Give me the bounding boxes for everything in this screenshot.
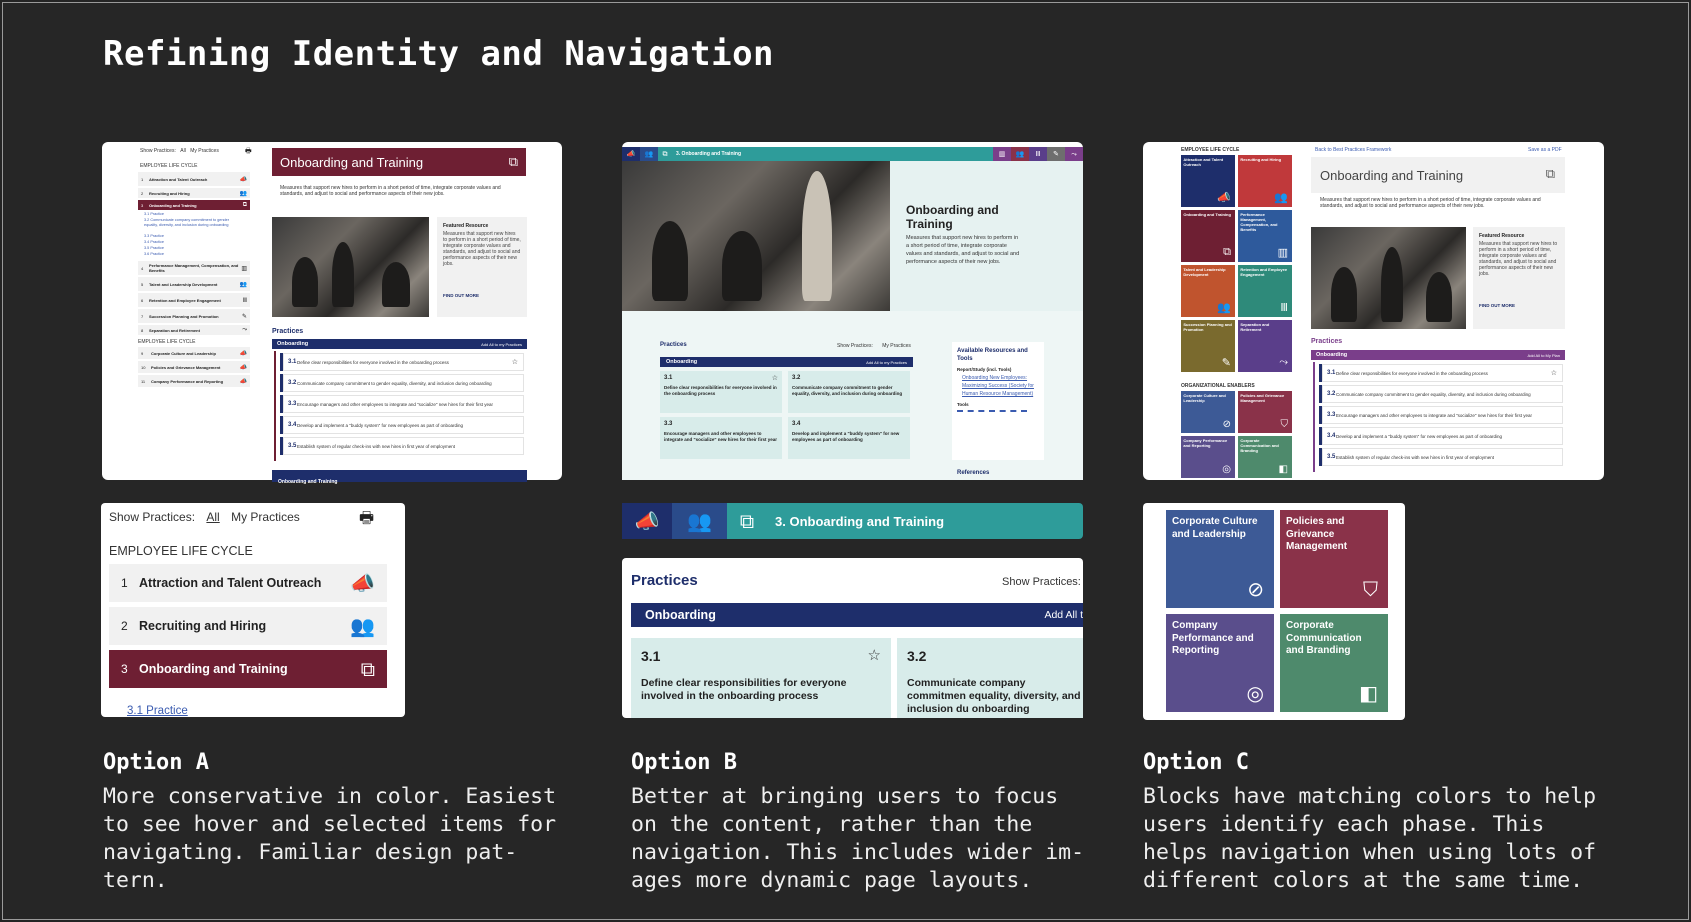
my-practices-link[interactable]: My Practices (190, 148, 219, 154)
hero-text: Measures that support new hires to perform in a short period of time, integrate corporate values and standards, and adjust to social and performance aspects of their new jobs. (906, 235, 1020, 265)
phase-tile-grid (1181, 155, 1294, 377)
megaphone-icon: 📣 (239, 363, 247, 371)
sidebar-item-number: 11 (141, 378, 146, 384)
star-icon[interactable]: ☆ (511, 358, 518, 366)
practice-row[interactable] (280, 353, 524, 371)
my-practices-link[interactable]: My Practices (882, 343, 911, 349)
phase-tile-icon: ◧ (1278, 464, 1288, 476)
practice-number: 3.2 (1327, 391, 1336, 397)
option-b-zoom (622, 558, 1083, 718)
people-search-icon[interactable]: 👥 (640, 147, 658, 161)
practice-text: Define clear responsibilities for everyone involved in the onboarding process (664, 385, 777, 396)
sidebar-subitem[interactable]: 3.4 Practice (144, 240, 165, 244)
find-out-more-link[interactable]: FIND OUT MORE (443, 293, 479, 298)
add-all-button[interactable]: Add All to my Practices (481, 341, 522, 347)
practice-number: 3.3 (664, 421, 673, 427)
megaphone-icon: 📣 (239, 175, 247, 183)
practice-text: Communicate company commitmen equality, diversity, and inclusion du onboarding (907, 677, 1081, 715)
sidebar-item-label: Attraction and Talent Outreach (139, 576, 322, 590)
phase-tile[interactable] (1280, 614, 1388, 712)
practice-card[interactable] (897, 638, 1083, 718)
sidebar-subitem[interactable]: 3.2 Communicate company commitment to gender equality, diversity, and inclusion during onboarding (144, 218, 230, 227)
sidebar-item-number: 7 (141, 313, 144, 319)
presentation-icon: ⧉ (1545, 167, 1555, 182)
sidebar-item-number: 1 (141, 176, 144, 182)
sidebar-item-label: Retention and Employee Engagement (149, 297, 221, 303)
page-title: Refining Identity and Navigation (103, 34, 775, 74)
people-search-icon[interactable]: 👥 (672, 503, 727, 539)
breadcrumb-current: 3. Onboarding and Training (775, 513, 945, 529)
practice-row[interactable] (1319, 364, 1563, 382)
sidebar-item[interactable] (138, 293, 250, 307)
featured-resource-box (1473, 227, 1565, 329)
enabler-tile-grid (1181, 391, 1294, 480)
breadcrumb-bar-zoom (622, 503, 1083, 539)
section-intro: Measures that support new hires to perform in a short period of time, integrate corporate values and standards, and adjust to social and performance aspects of their new jobs. (280, 185, 501, 197)
sidebar-item[interactable] (138, 375, 250, 387)
option-c-heading: Option C (1143, 750, 1249, 775)
sidebar-item-number: 6 (141, 297, 144, 303)
onboarding-band (272, 339, 527, 349)
practice-text: Communicate company commitment to gender equality, diversity, and inclusion during onboarding (297, 380, 492, 386)
sidebar-item-label: Succession Planning and Promotion (149, 313, 219, 319)
save-pdf-link[interactable]: Save as a PDF (1528, 147, 1562, 153)
practice-number: 3.1 (288, 359, 297, 365)
sidebar-item-number: 2 (141, 190, 144, 196)
split-arrow-icon[interactable]: ⤳ (1065, 147, 1083, 161)
phase-tile-label: Onboarding and Training (1183, 212, 1231, 218)
section-intro: Measures that support new hires to perform in a short period of time, integrate corporate values and standards, and adjust to social and performance aspects of their new jobs. (1320, 197, 1541, 209)
phase-tile[interactable] (1181, 391, 1235, 433)
resource-link[interactable]: Onboarding New Employees: Maximizing Success (Society for Human Resource Management) (962, 375, 1034, 397)
sub-item-practice[interactable]: 3.1 Practice (127, 705, 188, 717)
practice-number: 3.2 (288, 380, 297, 386)
sidebar-item-number: 9 (141, 350, 144, 356)
section-title: Onboarding and Training (1320, 168, 1464, 183)
phase-tile-icon: ✎ (1221, 356, 1231, 370)
phase-tile[interactable] (1238, 210, 1292, 262)
featured-resource-box (437, 217, 527, 317)
sidebar-item-label: Corporate Culture and Leadership (151, 350, 216, 356)
show-practices-label: Show Practices: (140, 148, 176, 154)
phase-tile-icon: ◎ (1246, 681, 1264, 705)
option-a-zoom (101, 503, 405, 717)
sidebar-item-label: Talent and Leadership Development (149, 281, 218, 287)
phase-tile[interactable] (1238, 436, 1292, 478)
people-search-icon: 👥 (239, 189, 247, 197)
section-header (272, 148, 526, 176)
practices-heading: Practices (1311, 338, 1343, 345)
sidebar-item[interactable] (109, 564, 387, 602)
practice-number: 3.4 (1327, 433, 1336, 439)
all-link[interactable]: All (206, 510, 220, 524)
add-all-button[interactable]: Add All t (1044, 609, 1083, 621)
chart-icon[interactable]: ▥ (993, 147, 1011, 161)
breadcrumb-current: 3. Onboarding and Training (676, 151, 742, 157)
columns-icon: Ⅲ (242, 296, 247, 304)
featured-resource-text: Measures that support new hires to perform in a short period of time, integrate corporate values and standards, and adjust to social and performance aspects of their new jobs. (1479, 241, 1558, 277)
sidebar-item-label: Onboarding and Training (139, 662, 288, 676)
sidebar-item-label: Policies and Grievance Management (151, 364, 221, 370)
sidebar-item-number: 1 (121, 576, 128, 590)
sidebar-item[interactable] (138, 172, 250, 186)
people-search-icon: 👥 (350, 614, 375, 638)
tools-label: Tools (957, 402, 969, 407)
hero-title: Onboarding and Training (906, 203, 999, 231)
phase-tile-label: Policies and Grievance Management (1286, 516, 1348, 552)
phase-tile[interactable] (1166, 510, 1274, 608)
practice-text: Establish system of regular check-ins with new hires in first year of employment (297, 443, 456, 449)
star-icon[interactable]: ☆ (867, 646, 881, 664)
sidebar-item-label: Recruiting and Hiring (149, 190, 190, 196)
practice-text: Communicate company commitment to gender equality, diversity, and inclusion during onboarding (792, 385, 903, 396)
sidebar-item[interactable] (109, 650, 387, 688)
phase-tile-label: Talent and Leadership Development (1183, 267, 1226, 278)
sidebar-item-label: Company Performance and Reporting (151, 378, 224, 384)
practice-number: 3.5 (1327, 454, 1336, 460)
footer-band (272, 470, 527, 485)
phase-tile-label: Corporate Communication and Branding (1286, 620, 1362, 656)
practice-row[interactable] (1319, 448, 1563, 466)
practice-card[interactable] (788, 417, 910, 459)
phase-tile-icon: ⛉ (1280, 419, 1288, 431)
phase-tile-label: Corporate Culture and Leadership (1172, 516, 1258, 540)
enablers-heading: ORGANIZATIONAL ENABLERS (1181, 383, 1255, 389)
columns-icon[interactable]: Ⅲ (1029, 147, 1047, 161)
phase-tile-label: Company Performance and Reporting (1183, 438, 1228, 449)
phase-tile[interactable] (1238, 155, 1292, 207)
phase-tile[interactable] (1238, 320, 1292, 372)
phase-tile[interactable] (1181, 436, 1235, 478)
sidebar-item[interactable] (109, 607, 387, 645)
phase-tile-icon: 📣 (1217, 191, 1231, 205)
sidebar-item[interactable] (138, 309, 250, 323)
star-icon[interactable]: ☆ (1550, 369, 1557, 377)
add-all-button[interactable]: Add All to my Practices (866, 359, 907, 365)
sidebar-item-label: Performance Management, Compensation, and Benefits (149, 263, 239, 273)
practice-text: Encourage managers and other employees to integrate and "socialize" new hires for their first year (1336, 412, 1533, 418)
presentation-icon: ⧉ (242, 201, 247, 208)
presentation-icon: ⧉ (360, 657, 375, 681)
phase-tile[interactable] (1181, 155, 1235, 207)
practices-heading: Practices (660, 342, 687, 348)
hero-photo (622, 161, 890, 311)
practice-card[interactable] (660, 417, 782, 459)
practice-card-grid (660, 371, 913, 480)
presentation-icon: ⧉ (508, 154, 518, 170)
phase-tile-label: Succession Planning and Promotion (1183, 322, 1232, 333)
print-icon[interactable]: 🖶 (245, 147, 252, 155)
show-practices-label: Show Practices: (1002, 576, 1081, 588)
practice-text: Establish system of regular check-ins with new hires in first year of employment (1336, 454, 1495, 460)
practice-list (1313, 362, 1565, 472)
practice-row[interactable] (280, 416, 524, 434)
training-photo (1311, 227, 1466, 329)
footer-band-label: Onboarding and Training (278, 479, 338, 485)
practice-number: 3.3 (288, 401, 297, 407)
phase-tile[interactable] (1238, 265, 1292, 317)
practice-number: 3.4 (288, 422, 297, 428)
sidebar-item-number: 4 (141, 265, 144, 271)
practice-number: 3.5 (288, 443, 297, 449)
resources-title: Available Resources and Tools (957, 348, 1028, 362)
sidebar-subitem[interactable]: 3.1 Practice (144, 212, 165, 216)
practice-row[interactable] (1319, 427, 1563, 445)
phase-tile-icon: ◎ (1222, 464, 1231, 476)
all-link[interactable]: All (180, 148, 186, 154)
resources-panel (952, 342, 1044, 460)
sidebar-subitem[interactable]: 3.3 Practice (144, 234, 165, 238)
practice-list (274, 351, 526, 461)
back-link[interactable]: Back to Best Practices Framework (1315, 147, 1392, 153)
pencil-icon[interactable]: ✎ (1047, 147, 1065, 161)
split-arrow-icon: ⤳ (242, 326, 247, 333)
phase-tile[interactable] (1280, 510, 1388, 608)
sidebar-section-heading: EMPLOYEE LIFE CYCLE (138, 339, 196, 345)
onboarding-band-label: Onboarding (645, 608, 716, 622)
star-icon[interactable]: ☆ (771, 374, 778, 382)
show-practices-label: Show Practices: (109, 510, 196, 524)
add-all-button[interactable]: Add All to My Plan (1527, 352, 1560, 358)
people-icon[interactable]: 👥 (1011, 147, 1029, 161)
presentation-icon[interactable]: ⧉ (662, 149, 668, 158)
show-practices-label: Show Practices: (837, 343, 873, 349)
sidebar-item-number: 3 (121, 662, 128, 676)
practice-number: 3.1 (641, 648, 661, 664)
onboarding-band-label: Onboarding (666, 359, 698, 365)
practice-row[interactable] (280, 374, 524, 392)
sidebar-item-label: Onboarding and Training (149, 202, 197, 208)
phase-tile-icon: 👥 (1274, 191, 1288, 205)
megaphone-icon[interactable]: 📣 (622, 147, 640, 161)
sidebar-item[interactable] (138, 277, 250, 291)
sidebar-item-label: Recruiting and Hiring (139, 619, 267, 633)
phase-tile[interactable] (1166, 614, 1274, 712)
phase-tile[interactable] (1238, 391, 1292, 433)
chart-icon: ▥ (241, 264, 247, 272)
practice-number: 3.1 (1327, 370, 1336, 376)
phase-tile-icon: ⛉ (1363, 577, 1378, 601)
practice-card[interactable] (660, 371, 782, 413)
featured-resource-title: Featured Resource (1479, 233, 1525, 239)
sidebar-item[interactable] (138, 361, 250, 373)
hero-panel (890, 161, 1083, 311)
practice-row[interactable] (1319, 406, 1563, 424)
practice-text: Develop and implement a "buddy system" for new employees as part of onboarding (792, 431, 900, 442)
featured-resource-title: Featured Resource (443, 223, 489, 229)
onboarding-band (1311, 350, 1565, 360)
print-icon[interactable]: 🖶 (359, 508, 375, 527)
sidebar-subitem[interactable]: 3.6 Practice (144, 252, 165, 256)
breadcrumb-bar (622, 147, 1083, 161)
phase-tile-label: Performance Management, Compensation, and Benefits (1240, 212, 1278, 233)
find-out-more-link[interactable]: FIND OUT MORE (1479, 303, 1515, 308)
sidebar-section-heading: EMPLOYEE LIFE CYCLE (140, 163, 198, 169)
onboarding-band (631, 603, 1083, 627)
sidebar-item-number: 10 (141, 364, 146, 370)
phase-tile-label: Separation and Retirement (1240, 322, 1270, 333)
practice-number: 3.2 (907, 648, 927, 664)
option-b-screenshot (622, 142, 1083, 480)
sidebar-item[interactable] (138, 261, 250, 275)
phase-tile-icon: ▥ (1277, 246, 1288, 260)
practice-text: Communicate company commitment to gender equality, diversity, and inclusion during onboarding (1336, 391, 1531, 397)
option-a-description: More conservative in color. Easiest to see hover and selected items for navigating. Familiar design pat- tern. (103, 784, 557, 893)
onboarding-band (660, 357, 913, 367)
megaphone-icon: 📣 (239, 349, 247, 357)
practice-number: 3.1 (664, 375, 673, 381)
phase-tile-icon: Ⅲ (1280, 301, 1288, 315)
practice-text: Develop and implement a "buddy system" for new employees as part of onboarding (297, 422, 464, 428)
phase-tile-label: Corporate Culture and Leadership (1183, 393, 1226, 404)
phase-tile-icon: 👥 (1217, 301, 1231, 315)
report-study-label: Report/Study (incl. Tools) (957, 367, 1012, 372)
option-a-heading: Option A (103, 750, 209, 775)
section-header (1311, 157, 1565, 193)
pencil-icon: ✎ (241, 312, 247, 320)
sidebar-section-heading: EMPLOYEE LIFE CYCLE (109, 544, 253, 558)
megaphone-icon: 📣 (350, 571, 375, 595)
practice-number: 3.4 (792, 421, 801, 427)
sidebar-item-label: Separation and Retirement (149, 327, 200, 333)
training-photo (272, 217, 429, 317)
megaphone-icon: 📣 (239, 377, 247, 385)
option-c-description: Blocks have matching colors to help users identify each phase. This helps navigation when using lots of different colors at the same time. (1143, 784, 1597, 893)
practice-text: Encourage managers and other employees to integrate and "socialize" new hires for their first year (664, 431, 778, 442)
practice-card[interactable] (631, 638, 891, 718)
phase-tile-icon: ⧉ (1223, 245, 1231, 259)
phase-tile-icon: ◧ (1359, 681, 1378, 705)
option-b-heading: Option B (631, 750, 737, 775)
people-icon: 👥 (239, 280, 247, 288)
onboarding-band-label: Onboarding (277, 341, 309, 347)
sidebar-item-number: 8 (141, 327, 144, 333)
phase-tile-label: Company Performance and Reporting (1172, 620, 1254, 656)
phase-tile-label: Recruiting and Hiring (1240, 157, 1282, 163)
practices-heading: Practices (631, 572, 698, 589)
practice-row[interactable] (280, 395, 524, 413)
sidebar-item-number: 5 (141, 281, 144, 287)
featured-resource-text: Measures that support new hires to perform in a short period of time, integrate corporate values and standards, and adjust to social and performance aspects of their new jobs. (443, 231, 521, 267)
sidebar-item[interactable] (138, 188, 250, 198)
onboarding-band-label: Onboarding (1316, 352, 1348, 358)
option-a-screenshot (102, 142, 562, 485)
practice-text: Define clear responsibilities for everyone involved in the onboarding process (641, 677, 847, 702)
my-practices-link[interactable]: My Practices (231, 510, 300, 524)
practices-heading: Practices (272, 328, 304, 335)
phase-tile-label: Retention and Employee Engagement (1240, 267, 1288, 278)
references-heading: References (957, 470, 990, 476)
practice-text: Encourage managers and other employees to integrate and "socialize" new hires for their first year (297, 401, 494, 407)
option-c-zoom (1143, 503, 1405, 720)
phase-tile-label: Attraction and Talent Outreach (1183, 157, 1224, 168)
sidebar-subitem[interactable]: 3.5 Practice (144, 246, 165, 250)
phase-tile[interactable] (1181, 265, 1235, 317)
enabler-tile-grid-zoom (1166, 510, 1390, 717)
practice-text: Define clear responsibilities for everyone involved in the onboarding process (1336, 370, 1488, 376)
sidebar-item-label: Attraction and Talent Outreach (149, 176, 208, 182)
phase-tile-icon: ⊘ (1222, 419, 1231, 431)
phase-tile-label: Corporate Communication and Branding (1240, 438, 1279, 454)
practice-text: Develop and implement a "buddy system" for new employees as part of onboarding (1336, 433, 1503, 439)
option-b-description: Better at bringing users to focus on the content, rather than the navigation. This includes wider im- ages more dynamic page layouts. (631, 784, 1085, 893)
practice-row[interactable] (280, 437, 524, 455)
practice-number: 3.2 (792, 375, 801, 381)
practice-number: 3.3 (1327, 412, 1336, 418)
sidebar-item[interactable] (138, 200, 250, 210)
practice-text: Define clear responsibilities for everyone involved in the onboarding process (297, 359, 449, 365)
phase-tile[interactable] (1181, 210, 1235, 262)
presentation-icon[interactable]: ⧉ (739, 509, 755, 533)
phase-tile[interactable] (1181, 320, 1235, 372)
section-title: Onboarding and Training (280, 154, 424, 170)
sidebar-section-heading: EMPLOYEE LIFE CYCLE (1181, 147, 1240, 153)
phase-tile-icon: ⊘ (1247, 577, 1264, 601)
sidebar-item[interactable] (138, 325, 250, 335)
sidebar-item-number: 2 (121, 619, 128, 633)
practice-row[interactable] (1319, 385, 1563, 403)
phase-tile-label: Policies and Grievance Management (1240, 393, 1285, 404)
megaphone-icon[interactable]: 📣 (622, 503, 672, 539)
practice-card[interactable] (788, 371, 910, 413)
option-c-screenshot (1143, 142, 1604, 480)
sidebar-item[interactable] (138, 347, 250, 359)
phase-tile-icon: ⤳ (1279, 355, 1288, 369)
sidebar-item-number: 3 (141, 202, 144, 208)
